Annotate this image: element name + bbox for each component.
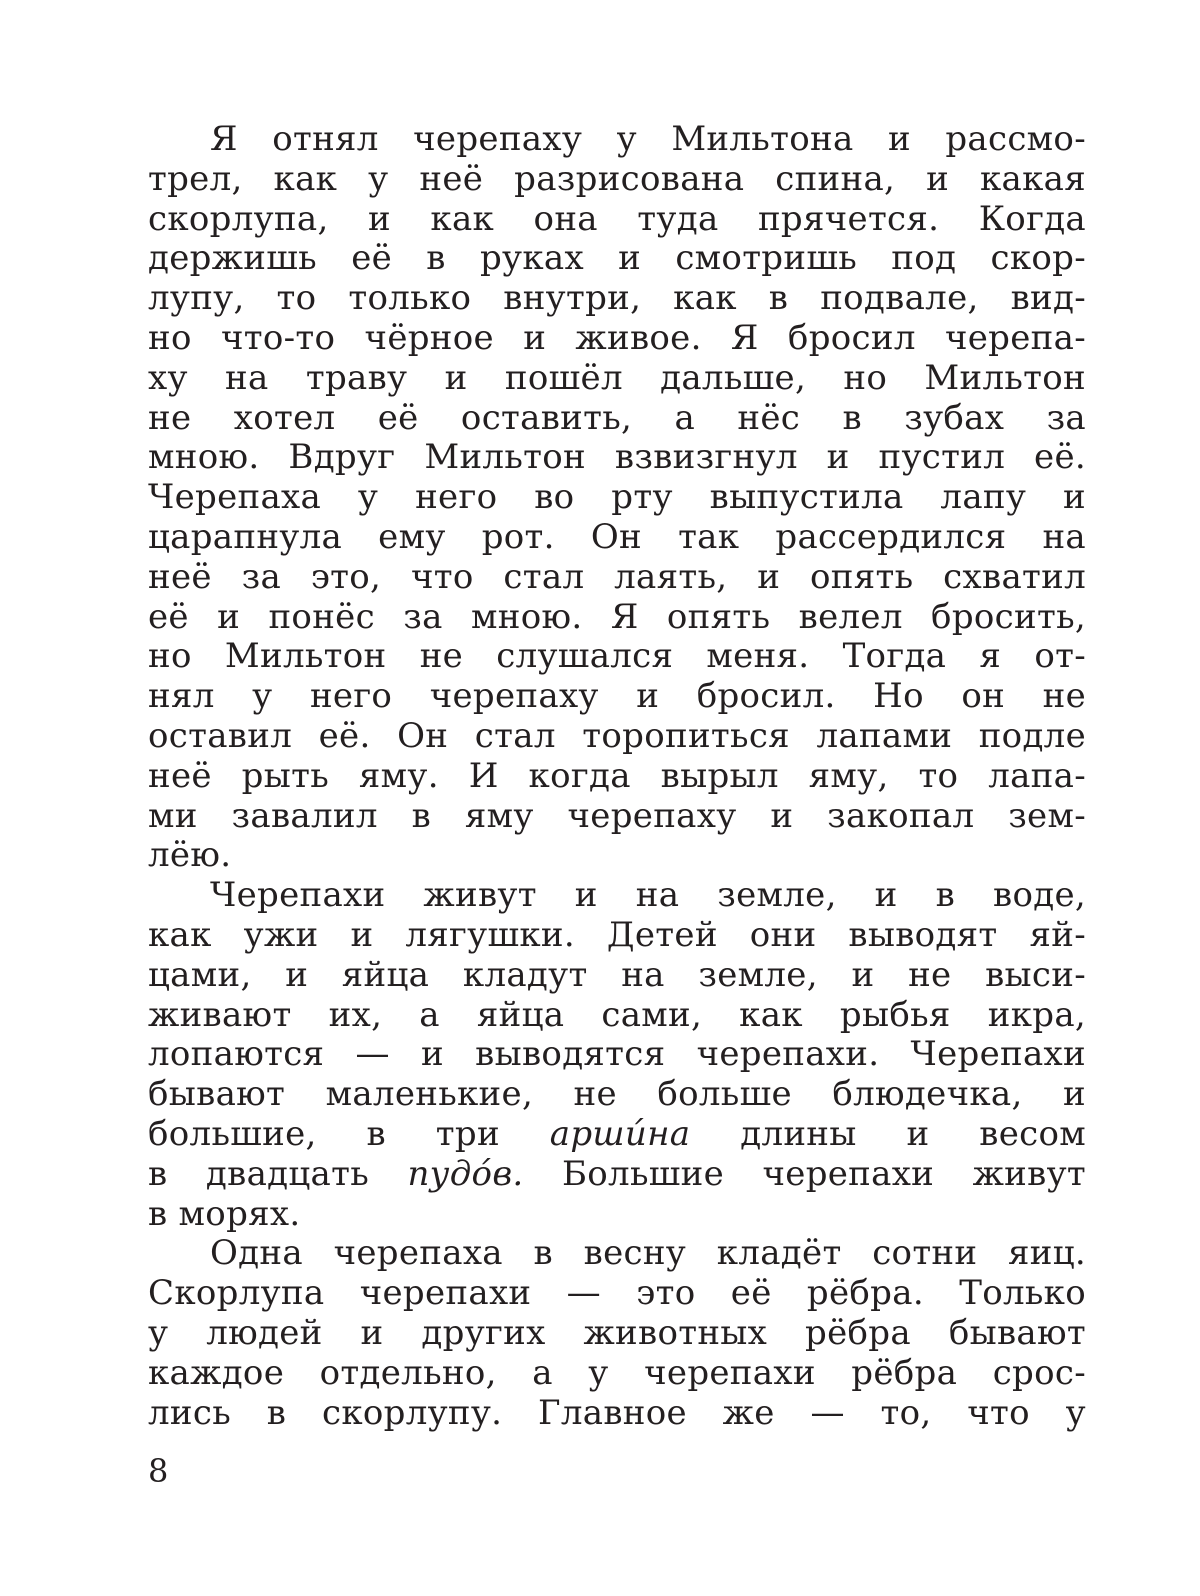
text-line: как ужи и лягушки. Детей они выводят яй-: [148, 914, 1086, 955]
text-line: но что-то чёрное и живое. Я бросил черепа-: [148, 317, 1086, 358]
text-line: лёю.: [148, 835, 232, 876]
text-line: цами, и яйца кладут на земле, и не выси-: [148, 954, 1086, 995]
text-line: держишь её в руках и смотришь под скор-: [148, 238, 1086, 279]
text-line: бывают маленькие, не больше блюдечка, и: [148, 1074, 1086, 1115]
text-line: в морях.: [148, 1193, 301, 1234]
text-line: трел, как у неё разрисована спина, и какая: [148, 158, 1086, 199]
text-line: ми завалил в яму черепаху и закопал зем-: [148, 795, 1086, 836]
text-line: скорлупа, и как она туда прячется. Когда: [148, 198, 1086, 239]
text-segment: большие, в три: [148, 1113, 500, 1154]
text-line: [148, 1155, 1086, 1195]
paragraph-3: [148, 1234, 1086, 1433]
text-line: Черепахи живут и на земле, и в воде,: [210, 875, 1086, 916]
text-line: Скорлупа черепахи — это её рёбра. Только: [148, 1273, 1086, 1314]
text-segment: длины и весом: [740, 1113, 1086, 1154]
text-line: царапнула ему рот. Он так рассердился на: [148, 516, 1086, 557]
italic-term-pud: пудóв.: [407, 1153, 524, 1194]
text-line: ху на траву и пошёл дальше, но Мильтон: [148, 357, 1086, 398]
text-line: лопаются — и выводятся черепахи. Черепахи: [148, 1034, 1086, 1075]
text-line: оставил её. Он стал торопиться лапами подле: [148, 715, 1086, 756]
text-line: Черепаха у него во рту выпустила лапу и: [148, 477, 1086, 518]
text-line: Я отнял черепаху у Мильтона и рассмо-: [210, 119, 1086, 159]
paragraph-1: [148, 120, 1086, 876]
text-line: лупу, то только внутри, как в подвале, вид-: [148, 278, 1086, 319]
text-line: неё рыть яму. И когда вырыл яму, то лапа-: [148, 755, 1086, 796]
italic-term-arshin: аршúна: [549, 1113, 691, 1154]
text-line: живают их, а яйца сами, как рыбья икра,: [148, 994, 1086, 1035]
page-number: 8: [148, 1452, 169, 1490]
page-text: [148, 120, 1086, 1433]
text-segment: Большие черепахи живут: [561, 1153, 1086, 1194]
text-line: лись в скорлупу. Главное же — то, что у: [148, 1392, 1086, 1433]
text-line: у людей и других животных рёбра бывают: [148, 1312, 1086, 1353]
text-line: неё за это, что стал лаять, и опять схватил: [148, 556, 1086, 597]
text-line: её и понёс за мною. Я опять велел бросить,: [148, 596, 1086, 637]
text-line: нял у него черепаху и бросил. Но он не: [148, 676, 1086, 717]
text-line: не хотел её оставить, а нёс в зубах за: [148, 397, 1086, 438]
text-line: но Мильтон не слушался меня. Тогда я от-: [148, 636, 1086, 677]
text-line: каждое отдельно, а у черепахи рёбра срос-: [148, 1352, 1086, 1393]
text-segment: в двадцать: [148, 1153, 370, 1194]
text-line: [148, 1115, 1086, 1155]
text-line: Одна черепаха в весну кладёт сотни яиц.: [210, 1233, 1086, 1274]
text-line: мною. Вдруг Мильтон взвизгнул и пустил её.: [148, 437, 1086, 478]
paragraph-2: [148, 876, 1086, 1234]
